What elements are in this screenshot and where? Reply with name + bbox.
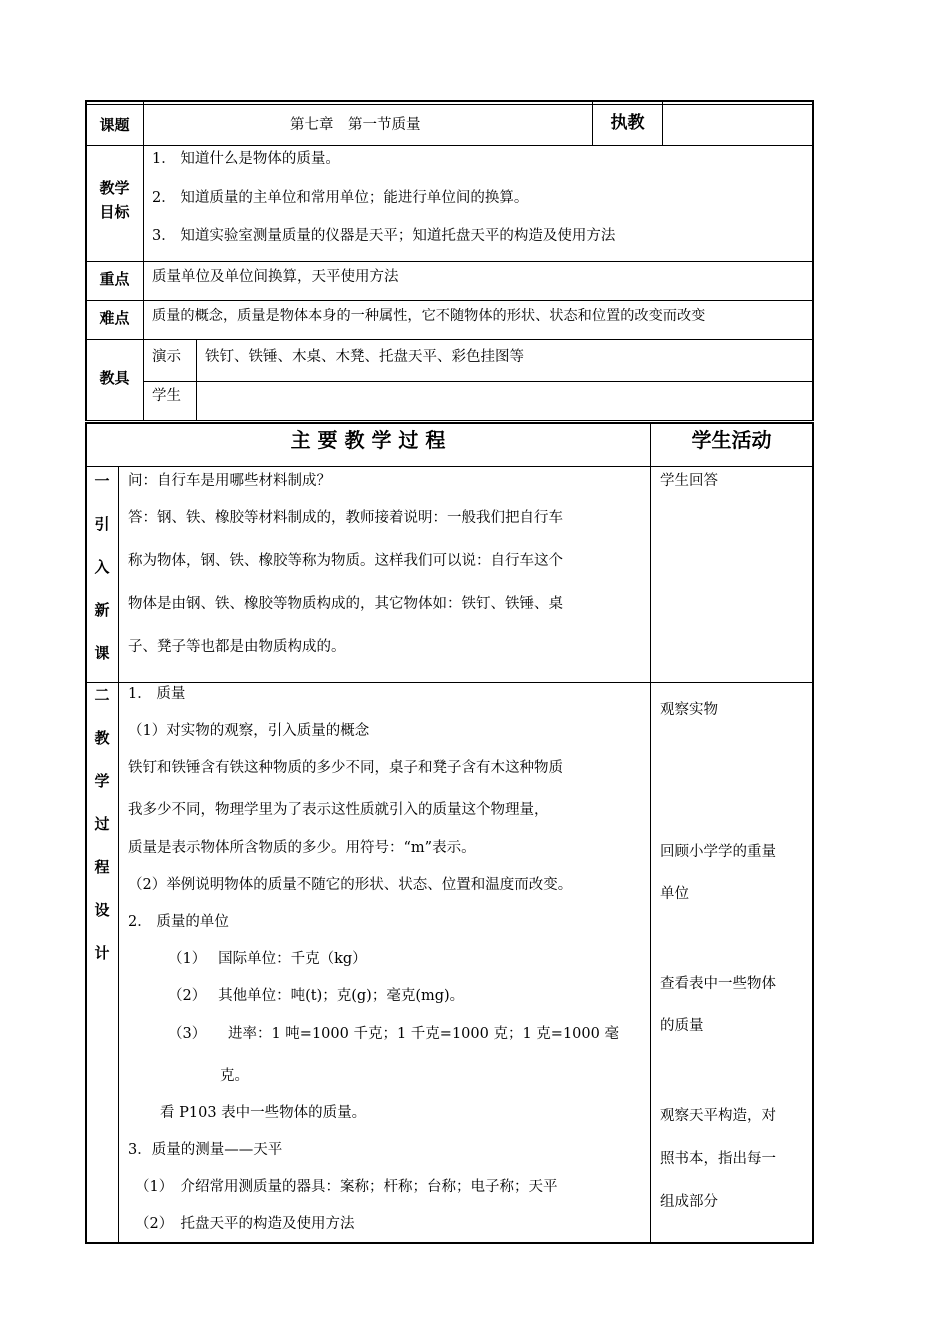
section2-line: 3．质量的测量——天平 [128,1142,283,1158]
section2-student-note: 组成部分 [660,1194,718,1210]
section2-student-note: 查看表中一些物体 [660,976,776,992]
section2-student-note: 观察天平构造，对 [660,1108,776,1124]
tools-demo-label: 演示 [152,349,181,365]
section2-line: （1） 国际单位：千克（kg） [168,951,367,967]
difficulty-value: 质量的概念，质量是物体本身的一种属性，它不随物体的形状、状态和位置的改变而改变 [152,308,706,324]
section2-line: （2） 托盘天平的构造及使用方法 [135,1216,355,1232]
section2-line: （3） 进率：1 吨=1000 千克；1 千克=1000 克；1 克=1000 毫 [168,1026,619,1042]
goal-item: 1． 知道什么是物体的质量。 [152,151,340,167]
topic-label: 课题 [99,116,130,134]
key-point-label: 重点 [99,270,130,288]
tools-student-label: 学生 [152,388,181,404]
key-point-value: 质量单位及单位间换算，天平使用方法 [152,269,399,285]
section2-line: （1） 介绍常用测质量的器具：案称；杆称；台称；电子称；天平 [135,1179,558,1195]
section1-label: 一 引 入 新 课 [94,472,110,662]
section1-line: 答：钢、铁、橡胶等材料制成的，教师接着说明：一般我们把自行车 [128,510,563,526]
section2-line: （2） 其他单位：吨(t)；克(g)；毫克(mg)。 [168,988,465,1004]
teacher-label: 执教 [610,113,645,133]
section2-label: 二 教 学 过 程 设 计 [94,686,110,962]
section1-line: 称为物体，钢、铁、橡胶等称为物质。这样我们可以说：自行车这个 [128,553,563,569]
section2-student-note: 观察实物 [660,702,718,718]
goals-label-line1: 教学 [99,179,130,197]
section1-line: 子、凳子等也都是由物质构成的。 [128,639,346,655]
process-header-student: 学生活动 [691,428,772,452]
section2-line: 质量是表示物体所含物质的多少。用符号：“m”表示。 [128,840,476,856]
section2-line: （1）对实物的观察，引入质量的概念 [128,723,370,739]
goals-label-line2: 目标 [99,203,130,221]
section2-student-note: 照书本，指出每一 [660,1151,776,1167]
section2-line: 1． 质量 [128,686,186,702]
section1-line: 物体是由钢、铁、橡胶等物质构成的，其它物体如：铁钉、铁锤、桌 [128,596,563,612]
topic-value: 第七章 第一节质量 [290,117,421,133]
tools-label: 教具 [99,369,130,387]
tools-demo-value: 铁钉、铁锤、木桌、木凳、托盘天平、彩色挂图等 [205,349,524,365]
goal-item: 3． 知道实验室测量质量的仪器是天平；知道托盘天平的构造及使用方法 [152,228,616,244]
section1-line: 问：自行车是用哪些材料制成？ [128,473,331,489]
section2-line: 2． 质量的单位 [128,914,229,930]
difficulty-label: 难点 [99,309,130,327]
section2-student-note: 的质量 [660,1018,704,1034]
section2-line: 克。 [220,1068,249,1084]
section2-student-note: 单位 [660,886,689,902]
section1-student-activity: 学生回答 [660,473,718,489]
goal-item: 2． 知道质量的主单位和常用单位；能进行单位间的换算。 [152,190,529,206]
section2-line: 我多少不同，物理学里为了表示这性质就引入的质量这个物理量， [128,802,549,818]
section2-line: 看 P103 表中一些物体的质量。 [160,1105,367,1121]
section2-line: （2）举例说明物体的质量不随它的形状、状态、位置和温度而改变。 [128,877,573,893]
section2-student-note: 回顾小学学的重量 [660,844,776,860]
section2-line: 铁钉和铁锤含有铁这种物质的多少不同，桌子和凳子含有木这种物质 [128,760,563,776]
process-header-main: 主 要 教 学 过 程 [290,428,446,452]
